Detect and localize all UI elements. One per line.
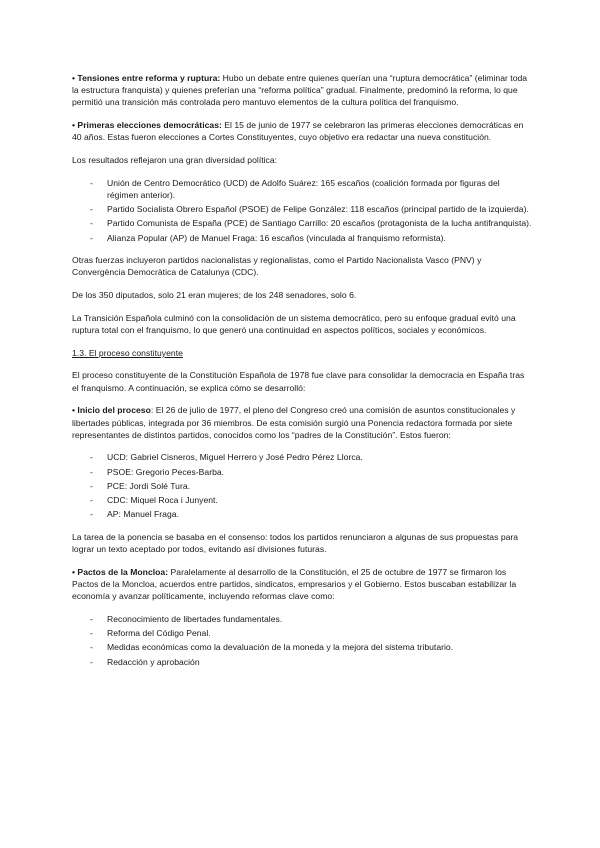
elecciones-heading: • Primeras elecciones democráticas: (72, 120, 222, 131)
list-item: - Partido Socialista Obrero Español (PSOE) de Felipe González: 118 escaños (principal partido de la izquierda). (72, 203, 532, 215)
list-item: - Unión de Centro Democrático (UCD) de Adolfo Suárez: 165 escaños (coalición formada por figuras del régimen anterior). (72, 177, 532, 201)
paragraph-otras-fuerzas: Otras fuerzas incluyeron partidos nacionalistas y regionalistas, como el Partido Nacionalista Vasco (PNV) y Convergència Democràtica de Catalunya (CDC). (72, 255, 482, 278)
tensiones-text: Hubo un debate entre quienes querían una “ruptura democrática” (eliminar toda la estructura franquista) y quienes preferían una “reforma política” gradual. Finalmente, predominó la reforma, lo que permitió una transición más controlada pero mantuvo elementos de la cultura política del franquismo. (72, 73, 528, 108)
list-item: - Partido Comunista de España (PCE) de Santiago Carrillo: 20 escaños (protagonista de la lucha antifranquista). (72, 217, 532, 229)
document-page (72, 72, 532, 678)
list-item: - Reforma del Código Penal. (72, 627, 532, 639)
list-item: - Reconocimiento de libertades fundamentales. (72, 613, 532, 625)
list-item: - UCD: Gabriel Cisneros, Miguel Herrero y José Pedro Pérez Llorca. (72, 451, 532, 463)
tensiones-heading: • Tensiones entre reforma y ruptura: (72, 73, 221, 83)
list-item: - PCE: Jordi Solé Tura. (72, 480, 532, 492)
elecciones-text: El 15 de junio de 1977 se celebraron las primeras elecciones democráticas en 40 años. Estas fueron elecciones a Cortes Constituyentes, cuyo objetivo era redactar una nueva constitución. (72, 120, 524, 143)
list-item: - PSOE: Gregorio Peces-Barba. (72, 466, 532, 478)
paragraph-elecciones (72, 119, 532, 143)
paragraph-tensiones (72, 72, 532, 109)
list-item: - Alianza Popular (AP) de Manuel Fraga: 16 escaños (vinculada al franquismo reformista). (72, 232, 532, 244)
paragraph-moncloa (72, 566, 532, 603)
list-item: - Redacción y aprobación (72, 656, 532, 668)
list-item: - Medidas económicas como la devaluación de la moneda y la mejora del sistema tributario. (72, 641, 532, 653)
paragraph-inicio (72, 404, 532, 441)
paragraph-transicion: La Transición Española culminó con la consolidación de un sistema democrático, pero su enfoque gradual evitó una ruptura total con el franquismo, lo que generó una continuidad en aspectos políticos, sociales y económicos. (72, 312, 516, 336)
moncloa-text: Paralelamente al desarrollo de la Constitución, el 25 de octubre de 1977 se firmaron los Pactos de la Moncloa, acuerdos entre partidos, sindicatos, empresarios y el Gobierno. Estos buscaban estabilizar la economía y avanzar políticamente, incluyendo reformas clave como: (72, 566, 517, 602)
inicio-heading: • Inicio del proceso (72, 405, 151, 416)
paragraph-resultados-intro: Los resultados reflejaron una gran diversidad política: (72, 155, 278, 166)
list-item: - CDC: Miquel Roca i Junyent. (72, 494, 532, 506)
paragraph-ponencia: La tarea de la ponencia se basaba en el consenso: todos los partidos renunciaron a algunas de sus propuestas para lograr un texto aceptado por todos, evitando así divisiones futuras. (72, 531, 519, 555)
section-heading: 1.3. El proceso constituyente (72, 347, 183, 358)
inicio-text: : El 26 de julio de 1977, el pleno del Congreso creó una comisión de asuntos constitucionales y libertades públicas, integrada por 36 miembros. De esta comisión surgió una Ponencia redactora formada por siete representantes de distintos partidos, conocidos como los “padres de la Constitución”. Estos fueron: (72, 405, 516, 440)
results-list (72, 177, 532, 244)
paragraph-diputados: De los 350 diputados, solo 21 eran mujeres; de los 248 senadores, solo 6. (72, 290, 357, 301)
paragraph-proceso-intro: El proceso constituyente de la Constitución Española de 1978 fue clave para consolidar la democracia en España tras el franquismo. A continuación, se explica cómo se desarrolló: (72, 370, 525, 393)
moncloa-heading: • Pactos de la Moncloa: (72, 566, 169, 577)
reforms-list (72, 613, 532, 668)
fathers-list (72, 451, 532, 520)
list-item: - AP: Manuel Fraga. (72, 508, 532, 520)
